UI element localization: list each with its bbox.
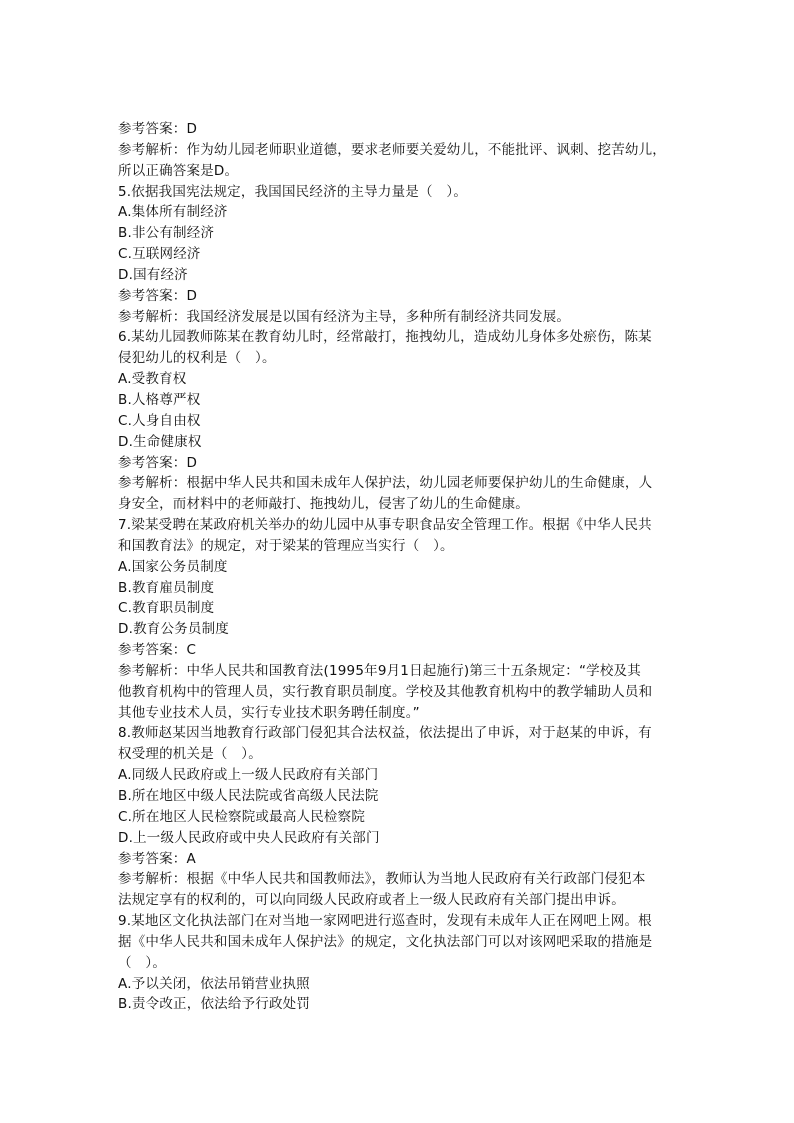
option-line: D.生命健康权	[118, 433, 202, 450]
text-line: 所以正确答案是D。	[118, 162, 239, 179]
option-line: C.所在地区人民检察院或最高人民检察院	[118, 808, 366, 825]
option-line: C.教育职员制度	[118, 600, 215, 617]
option-line: A.受教育权	[118, 371, 187, 388]
question-line: 5.依据我国宪法规定，我国国民经济的主导力量是（ ）。	[118, 183, 468, 200]
explanation-line: 参考解析：我国经济发展是以国有经济为主导，多种所有制经济共同发展。	[118, 308, 571, 325]
option-line: D.教育公务员制度	[118, 621, 229, 638]
text-line: 其他专业技术人员，实行专业技术职务聘任制度。”	[118, 704, 420, 721]
option-line: B.责令改正，依法给予行政处罚	[118, 996, 311, 1013]
question-line: 9.某地区文化执法部门在对当地一家网吧进行巡查时，发现有未成年人正在网吧上网。根	[118, 913, 652, 930]
text-line: 身安全，而材料中的老师敲打、拖拽幼儿，侵害了幼儿的生命健康。	[118, 496, 529, 513]
explanation-line: 参考解析：作为幼儿园老师职业道德，要求老师要关爱幼儿，不能批评、讽刺、挖苦幼儿，	[118, 141, 666, 158]
question-line: 8.教师赵某因当地教育行政部门侵犯其合法权益，依法提出了申诉，对于赵某的申诉，有	[118, 725, 652, 742]
text-line: 侵犯幼儿的权利是（ ）。	[118, 350, 276, 367]
text-line: 权受理的机关是（ ）。	[118, 746, 262, 763]
answer-line: 参考答案：D	[118, 287, 198, 304]
explanation-line: 参考解析：根据中华人民共和国未成年人保护法，幼儿园老师要保护幼儿的生命健康，人	[118, 475, 653, 492]
answer-line: 参考答案：D	[118, 121, 198, 137]
option-line: B.教育雇员制度	[118, 579, 215, 596]
document-page	[118, 119, 688, 1015]
option-line: D.国有经济	[118, 266, 188, 283]
option-line: A.同级人民政府或上一级人民政府有关部门	[118, 767, 379, 784]
option-line: A.予以关闭，依法吊销营业执照	[118, 975, 310, 992]
text-line: 据《中华人民共和国未成年人保护法》的规定，文化执法部门可以对该网吧采取的措施是	[118, 933, 653, 950]
option-line: B.人格尊严权	[118, 391, 201, 408]
option-line: B.所在地区中级人民法院或省高级人民法院	[118, 788, 379, 804]
answer-line: 参考答案：C	[118, 642, 197, 659]
question-line: 7.梁某受聘在某政府机关举办的幼儿园中从事专职食品安全管理工作。根据《中华人民共	[118, 517, 652, 534]
answer-line: 参考答案：D	[118, 454, 198, 471]
text-line: 法规定享有的权利的，可以向同级人民政府或者上一级人民政府有关部门提出申诉。	[118, 892, 625, 909]
option-line: A.集体所有制经济	[118, 204, 228, 221]
question-line: 6.某幼儿园教师陈某在教育幼儿时，经常敲打，拖拽幼儿，造成幼儿身体多处瘀伤，陈某	[118, 329, 652, 346]
answer-line: 参考答案：A	[118, 850, 196, 867]
option-line: C.互联网经济	[118, 246, 201, 263]
text-line: 和国教育法》的规定，对于梁某的管理应当实行（ ）。	[118, 537, 454, 554]
option-line: C.人身自由权	[118, 412, 201, 429]
text-line: （ ）。	[118, 954, 167, 971]
option-line: D.上一级人民政府或中央人民政府有关部门	[118, 829, 380, 846]
option-line: B.非公有制经济	[118, 225, 215, 242]
option-line: A.国家公务员制度	[118, 558, 228, 575]
explanation-line: 参考解析：中华人民共和国教育法(1995年9月1日起施行)第三十五条规定：“学校及其	[118, 662, 641, 679]
explanation-line: 参考解析：根据《中华人民共和国教师法》，教师认为当地人民政府有关行政部门侵犯本	[118, 871, 646, 888]
text-line: 他教育机构中的管理人员，实行教育职员制度。学校及其他教育机构中的教学辅助人员和	[118, 683, 653, 700]
